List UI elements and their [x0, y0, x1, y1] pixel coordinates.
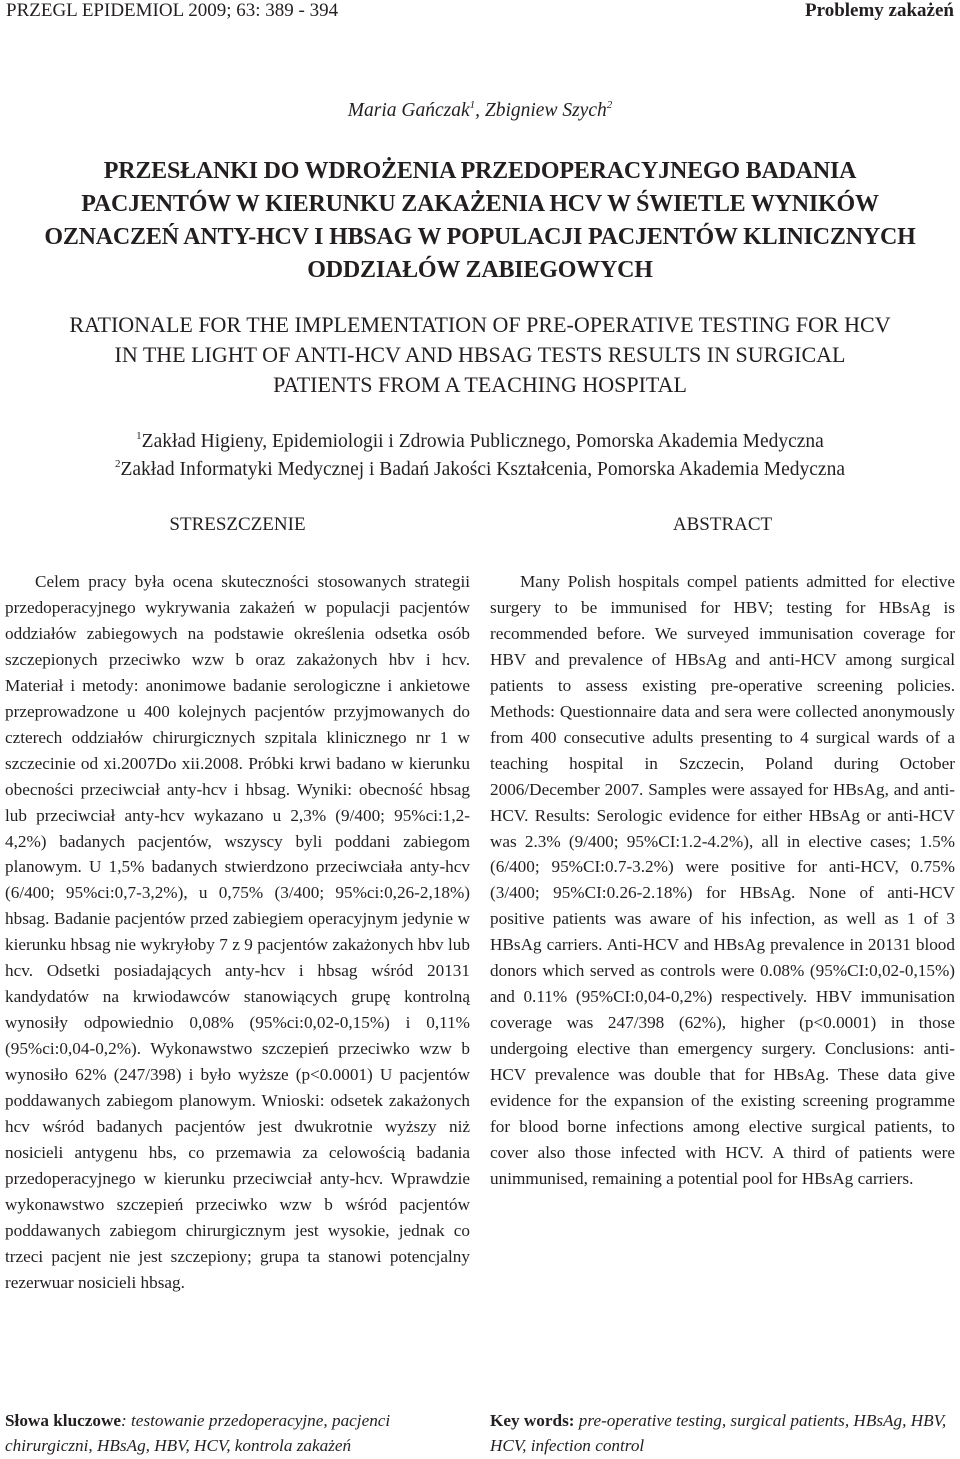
- streszczenie-column: [5, 512, 470, 1296]
- section-name: Problemy zakażeń: [805, 0, 954, 21]
- title-line: PRZESŁANKI DO WDROŻENIA PRZEDOPERACYJNEGO BADANIA: [103, 158, 857, 184]
- affiliation-marker: 2: [606, 99, 613, 111]
- abstract-heading: ABSTRACT: [672, 514, 773, 535]
- keywords-terms: pre-operative testing, surgical patients, HBsAg, HBV, HCV, infection control: [490, 1411, 947, 1455]
- title-line: PACJENTÓW W KIERUNKU ZAKAŻENIA HCV W ŚWIETLE WYNIKÓW: [81, 191, 879, 217]
- affiliation-1: [0, 430, 960, 454]
- abstract-body: Many Polish hospitals compel patients admitted for elective surgery to be immunised for HBV; testing for HBsAg is recommended before. We surveyed immunisation coverage for HBV and prevalence of HBsAg and anti-HCV among surgical patients to assess existing pre-operative screening policies. Methods: Questionnaire data and sera were collected anonymously from 400 consecutive adults presenting to 4 surgical wards of a teaching hospital in Szczecin, Poland during October 2006/December 2007. Samples were assayed for HBsAg, and anti-HCV. Results: Serologic evidence for either HBsAg or anti-HCV was 2.3% (9/400; 95%CI:1.2-4.2%), all in elective cases; 1.5% (6/400; 95%CI:0.7-3.2%) were positive for anti-HCV, 0.75% (3/400; 95%CI:0.26-2.18%) for HBsAg. None of anti-HCV positive patients was aware of his infection, as well as 1 of 3 HBsAg carriers. Anti-HCV and HBsAg prevalence in 20131 blood donors which served as controls were 0.08% (95%CI:0,02-0,15%) and 0.11% (95%CI:0,04-0,2%) respectively. HBV immunisation coverage was 247/398 (62%), higher (p<0.0001) in those undergoing elective than emergency surgery. Conclusions: anti-HCV prevalence was double that for HBsAg. These data give evidence for the expansion of the existing screening programme for blood borne infections among elective surgical patients, to cover also those infected with HCV. A third of patients were unimmunised, remaining a potential pool for HBsAg carriers.: [490, 572, 955, 1188]
- journal-citation: PRZEGL EPIDEMIOL 2009; 63: 389 - 394: [6, 0, 339, 21]
- keywords-terms: : testowanie przedoperacyjne, pacjenci chirurgiczni, HBsAg, HBV, HCV, kontrola zakażeń: [5, 1411, 391, 1455]
- affiliation-text: Zakład Higieny, Epidemiologii i Zdrowia Publicznego, Pomorska Akademia Medyczna: [141, 431, 824, 452]
- title-line: OZNACZEŃ ANTY-HCV I HBSAG W POPULACJI PACJENTÓW KLINICZNYCH: [44, 224, 916, 250]
- keywords-english: [490, 1408, 955, 1458]
- title-line: IN THE LIGHT OF ANTI-HCV AND HBSAG TESTS RESULTS IN SURGICAL: [114, 342, 846, 367]
- affiliation-number: 1: [136, 430, 142, 442]
- authors: [0, 100, 960, 122]
- affiliation-number: 2: [114, 458, 121, 470]
- streszczenie-heading: STRESZCZENIE: [169, 514, 306, 535]
- title-line: ODDZIAŁÓW ZABIEGOWYCH: [307, 257, 653, 283]
- author-name: Maria Gańczak: [347, 100, 470, 121]
- title-line: RATIONALE FOR THE IMPLEMENTATION OF PRE-OPERATIVE TESTING FOR HCV: [69, 312, 891, 337]
- streszczenie-body: Celem pracy była ocena skuteczności stosowanych strategii przedoperacyjnego wykrywania zakażeń w populacji pacjentów oddziałów zabiegowych na podstawie określenia odsetka osób szczepionych przeciwko wzw b oraz zakażonych hbv i hcv. Materiał i metody: anonimowe badanie serologiczne i ankietowe przeprowadzone u 400 kolejnych pacjentów przyjmowanych do czterech oddziałów chirurgicznych szpitala klinicznego nr 1 w szczecinie od xi.2007Do xii.2008. Próbki krwi badano w kierunku obecności przeciwciał anty-hcv i hbsag. Wyniki: obecność hbsag lub przeciwciał anty-hcv wykazano u 2,3% (9/400; 95%ci:1,2-4,2%) badanych pacjentów, wszyscy byli poddani zabiegom planowym. U 1,5% badanych stwierdzono przeciwciała anty-hcv (6/400; 95%ci:0,7-3,2%), u 0,75% (3/400; 95%ci:0,26-2,18%) hbsag. Badanie pacjentów przed zabiegiem operacyjnym jedynie w kierunku hbsag nie wykryłoby 7 z 9 pacjentów zakażonych hbv lub hcv. Odsetki posiadających anty-hcv i hbsag wśród 20131 kandydatów na krwiodawców stanowiących grupę kontrolną wynosiły odpowiednio 0,08% (95%ci:0,02-0,15%) i 0,11% (95%ci:0,04-0,2%). Wykonawstwo szczepień przeciwko wzw b wynosiło 62% (247/398) i było wyższe (p<0.0001) U pacjentów poddawanych zabiegom planowym. Wnioski: odsetek zakażonych hcv wśród badanych pacjentów jest dwukrotnie wyższy niż nosicieli antygenu hbs, co przemawia za celowością badania przedoperacyjnego w kierunku przeciwciał anty-hcv. Wprawdzie wykonawstwo szczepień przeciwko wzw b wśród pacjentów poddawanych zabiegom chirurgicznym jest wysokie, jednak co trzeci pacjent nie jest szczepiony; grupa ta stanowi potencjalny rezerwuar nosicieli hbsag.: [5, 572, 470, 1292]
- keywords-label: Key words:: [490, 1411, 579, 1430]
- author-name: Zbigniew Szych: [484, 100, 607, 121]
- title-line: PATIENTS FROM A TEACHING HOSPITAL: [273, 372, 687, 397]
- keywords-label: Słowa kluczowe: [5, 1411, 122, 1430]
- abstract-column: [490, 512, 955, 1192]
- title-english: [0, 310, 960, 400]
- affiliation-marker: 1: [469, 99, 476, 111]
- title-polish: [0, 155, 960, 287]
- author-separator: ,: [475, 100, 485, 121]
- running-header: [6, 0, 954, 22]
- keywords-polish: [5, 1408, 480, 1458]
- affiliation-2: [0, 458, 960, 482]
- affiliation-text: Zakład Informatyki Medycznej i Badań Jakości Kształcenia, Pomorska Akademia Medyczna: [120, 459, 845, 480]
